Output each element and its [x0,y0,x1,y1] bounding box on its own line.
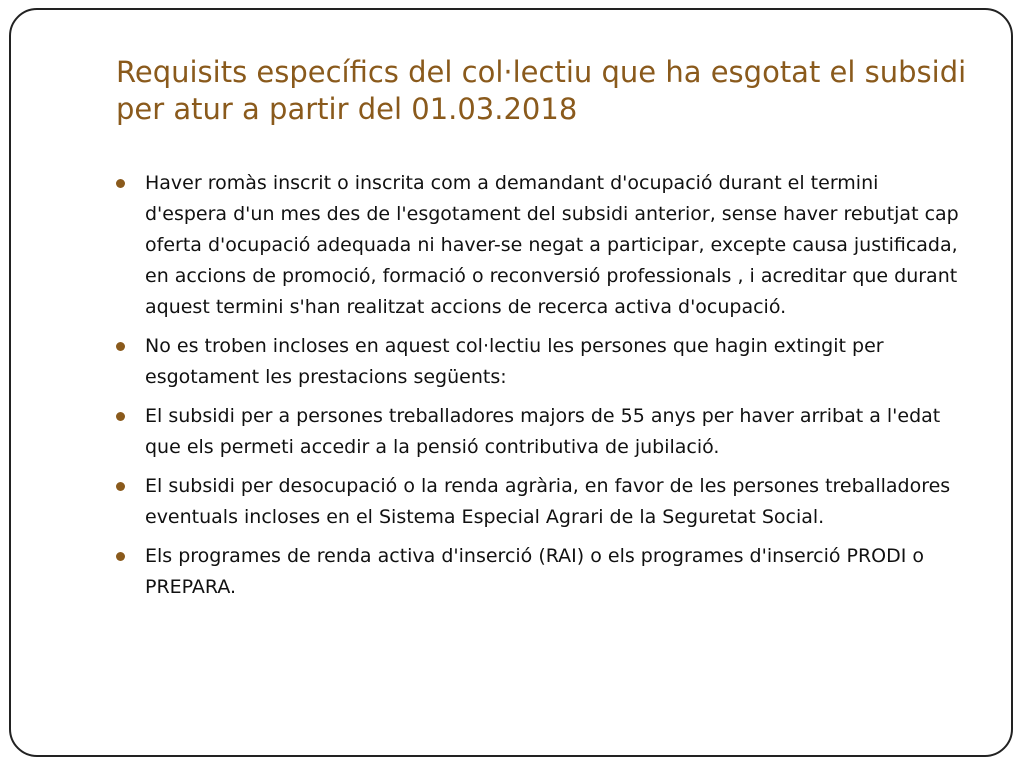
bullet-icon [116,412,125,421]
bullet-text: Haver romàs inscrit o inscrita com a demandant d'ocupació durant el termini d'espera d'un mes des de l'esgotament del subsidi anterior, sense haver rebutjat cap oferta d'ocupació adequada ni haver-se negat a participar, excepte causa justificada, en accions de promoció, formació o reconversió professionals , i acreditar que durant aquest termini s'han realitzat accions de recerca activa d'ocupació. [145,172,959,318]
slide-title: Requisits específics del col·lectiu que ha esgotat el subsidi per atur a partir del 01.03.2018 [116,55,967,126]
list-item [114,401,964,463]
bullet-text: El subsidi per desocupació o la renda agrària, en favor de les persones treballadores eventuals incloses en el Sistema Especial Agrari de la Seguretat Social. [145,475,951,528]
bullet-text: Els programes de renda activa d'inserció (RAI) o els programes d'inserció PRODI o PREPARA. [145,545,925,598]
bullet-icon [116,342,125,351]
bullet-text: El subsidi per a persones treballadores majors de 55 anys per haver arribat a l'edat que els permeti accedir a la pensió contributiva de jubilació. [145,405,941,458]
bullet-text: No es troben incloses en aquest col·lectiu les persones que hagin extingit per esgotament les prestacions següents: [145,335,884,388]
list-item [114,541,964,603]
bullet-icon [116,179,125,188]
bullet-icon [116,482,125,491]
list-item [114,168,964,323]
bullet-list [114,168,964,611]
list-item [114,471,964,533]
bullet-icon [116,552,125,561]
list-item [114,331,964,393]
